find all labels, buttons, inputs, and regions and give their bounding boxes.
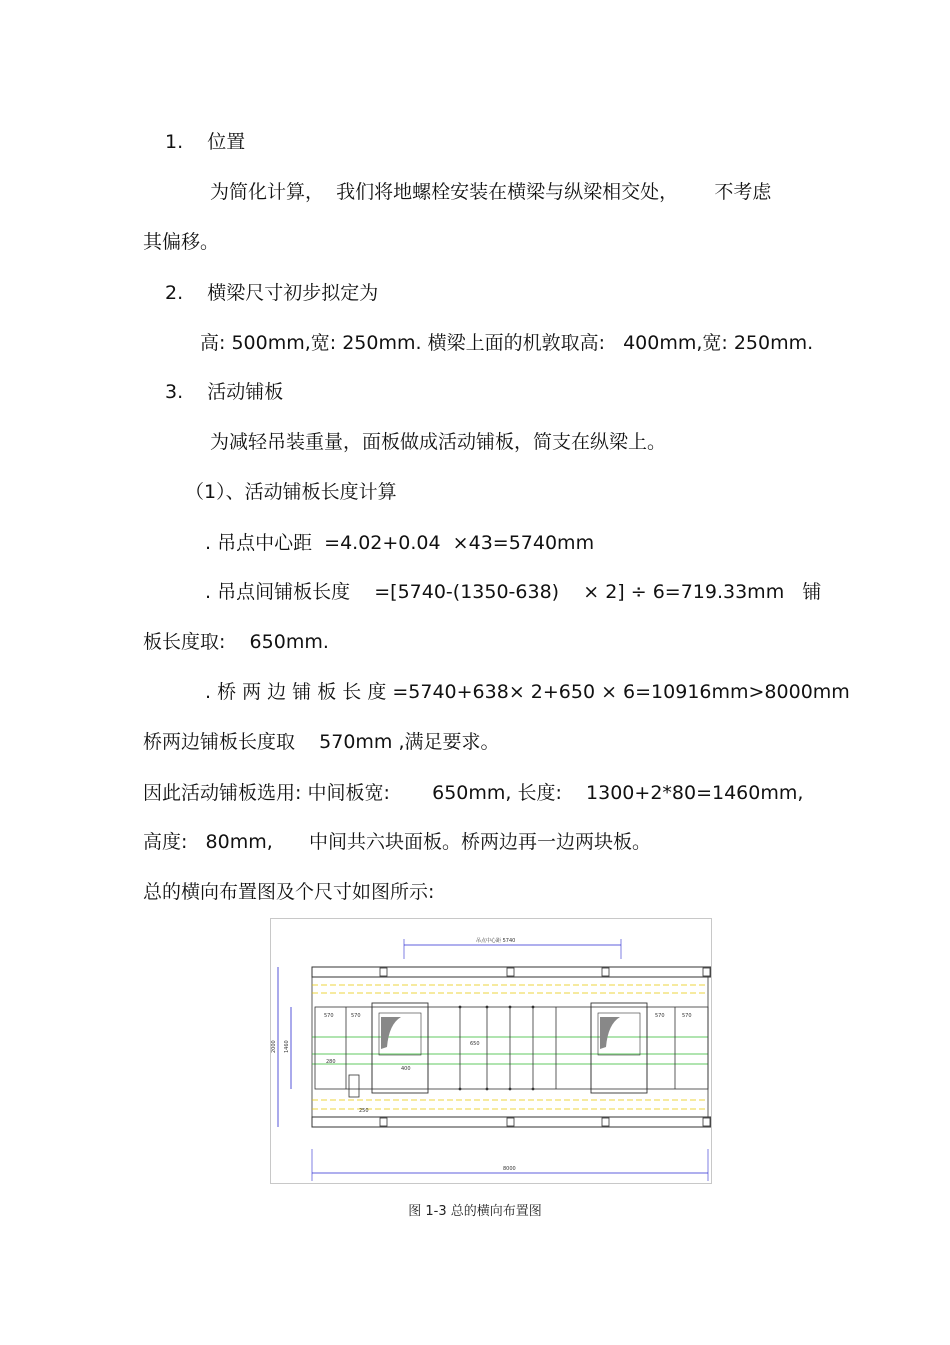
dim-left-outer: 2000	[271, 1040, 277, 1053]
figure-caption: 图 1-3 总的横向布置图	[408, 1204, 542, 1219]
layout-drawing-svg	[271, 919, 711, 1183]
text-line: . 吊点中心距 =4.02+0.04 ×43=5740mm	[205, 532, 595, 554]
text-line: 1. 位置	[165, 131, 246, 153]
dim-left-inner: 1460	[284, 1040, 290, 1053]
text-line: 总的横向布置图及个尺寸如图所示:	[143, 881, 435, 903]
dim-650: 650	[470, 1041, 480, 1047]
text-line: 2. 横梁尺寸初步拟定为	[165, 282, 379, 304]
text-line: 高: 500mm,宽: 250mm. 横梁上面的机敦取高: 400mm,宽: 250mm.	[200, 332, 814, 354]
dim-570-a: 570	[324, 1013, 334, 1019]
text-line: 为减轻吊装重量，面板做成活动铺板，简支在纵梁上。	[210, 431, 667, 453]
text-line: . 吊点间铺板长度 =[5740-(1350-638) × 2] ÷ 6=719.33mm 铺	[205, 581, 822, 603]
dim-bottom-label: 8000	[503, 1166, 516, 1172]
text-line: 为简化计算， 我们将地螺栓安装在横梁与纵梁相交处， 不考虑	[210, 181, 772, 203]
dim-570-d: 570	[682, 1013, 692, 1019]
text-line: 板长度取: 650mm.	[143, 631, 329, 653]
dim-250: 250	[359, 1108, 369, 1114]
text-line: （1）、活动铺板长度计算	[185, 481, 397, 503]
text-line: 高度: 80mm, 中间共六块面板。桥两边再一边两块板。	[143, 831, 651, 853]
text-line: . 桥 两 边 铺 板 长 度 =5740+638× 2+650 × 6=10916mm>8000mm	[205, 681, 850, 703]
dim-570-b: 570	[351, 1013, 361, 1019]
text-line: 因此活动铺板选用: 中间板宽: 650mm, 长度: 1300+2*80=1460mm,	[143, 782, 804, 804]
dim-570-c: 570	[655, 1013, 665, 1019]
text-line: 其偏移。	[143, 231, 220, 253]
dim-280: 280	[326, 1059, 336, 1065]
dim-400: 400	[401, 1066, 411, 1072]
layout-drawing	[270, 918, 712, 1184]
text-line: 3. 活动铺板	[165, 381, 284, 403]
dim-top-label: 吊点中心距 5740	[476, 938, 516, 944]
text-line: 桥两边铺板长度取 570mm ,满足要求。	[143, 731, 500, 753]
